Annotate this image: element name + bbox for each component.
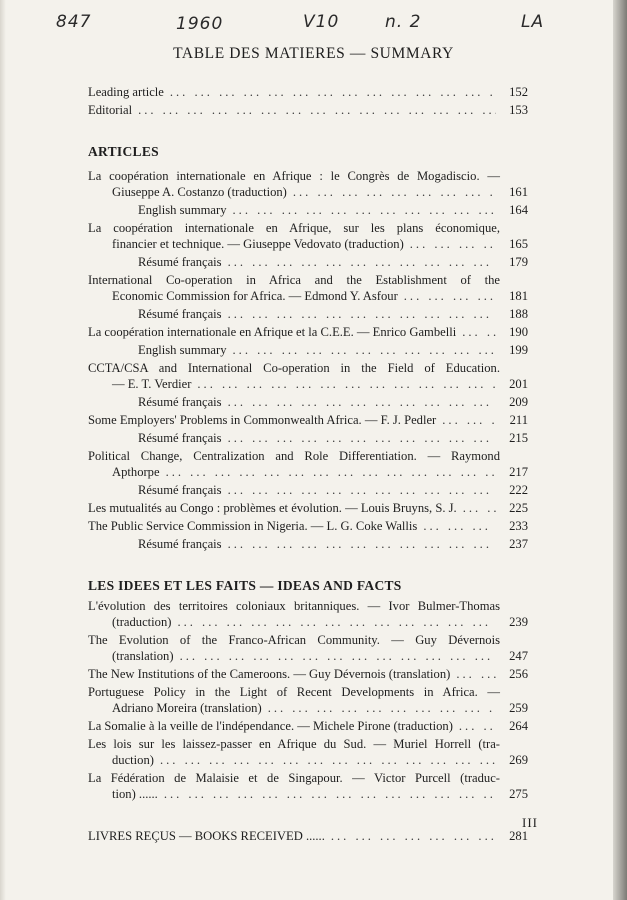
leader-dots [197, 376, 496, 392]
toc-page-number: 275 [509, 787, 528, 801]
toc-entry-text: Portuguese Policy in the Light of Recent Developments in Africa. — [88, 685, 500, 699]
toc-entry-text: The New Institutions of the Cameroons. — Guy Dévernois (translation) [88, 667, 451, 681]
page-left-edge [0, 0, 6, 900]
toc-entry-text: (traduction) [112, 615, 172, 629]
toc-line [88, 786, 528, 802]
toc-page-number: 188 [509, 307, 528, 321]
leader-dots [170, 84, 496, 100]
toc-entry [88, 718, 528, 734]
toc-entry-text: Leading article [88, 85, 164, 99]
toc-entry-text: Résumé français [138, 255, 222, 269]
articles-list [88, 168, 528, 552]
toc-page-number: 239 [509, 615, 528, 629]
toc-line [88, 500, 528, 516]
toc-page-number: 222 [509, 483, 528, 497]
toc-entry-text: Political Change, Centralization and Role Differentiation. — Raymond [88, 449, 500, 463]
toc-entry-text: Editorial [88, 103, 133, 117]
toc-page-number: 217 [509, 465, 528, 479]
toc-entry [88, 168, 528, 200]
toc-line [88, 648, 528, 664]
toc-entry-text: Les mutualités au Congo : problèmes et évolution. — Louis Bruyns, S. J. [88, 501, 457, 515]
toc-page-number: 215 [509, 431, 528, 445]
toc-entry-text: L'évolution des territoires coloniaux britanniques. — Ivor Bulmer-Thomas [88, 599, 500, 613]
toc-entry [88, 482, 528, 498]
toc-entry [88, 598, 528, 630]
toc-entry-text: Résumé français [138, 307, 222, 321]
toc-page-number: 264 [509, 719, 528, 733]
toc-entry [88, 736, 528, 768]
page-title: TABLE DES MATIERES — SUMMARY [173, 45, 454, 62]
toc-page-number: 201 [509, 377, 528, 391]
toc-page-number: 181 [509, 289, 528, 303]
toc-line [88, 482, 528, 498]
leader-dots [228, 430, 496, 446]
leader-dots [228, 394, 496, 410]
leader-dots [293, 184, 496, 200]
front-matter-list [88, 84, 528, 118]
toc-entry [88, 412, 528, 428]
toc-page-number: 164 [509, 203, 528, 217]
toc-line [88, 464, 528, 480]
leader-dots [463, 500, 496, 516]
toc-line [88, 202, 528, 218]
toc-entry [88, 220, 528, 252]
toc-entry-text: — E. T. Verdier [112, 377, 192, 391]
toc-line [88, 288, 528, 304]
leader-dots [442, 412, 496, 428]
toc-line [88, 614, 528, 630]
toc-entry [88, 518, 528, 534]
toc-line [88, 254, 528, 270]
toc-line [88, 700, 528, 716]
toc-entry [88, 84, 528, 100]
toc-line [88, 376, 528, 392]
toc-line [88, 752, 528, 768]
toc-entry-text: tion) ...... [112, 787, 158, 801]
articles-heading: ARTICLES [88, 144, 159, 159]
toc-entry-text: Adriano Moreira (translation) [112, 701, 262, 715]
toc-entry [88, 272, 528, 304]
toc-line [88, 718, 528, 734]
toc-entry [88, 254, 528, 270]
leader-dots [233, 342, 496, 358]
toc-page-number: 199 [509, 343, 528, 357]
toc-page-number: 190 [509, 325, 528, 339]
toc-page-number: 281 [509, 829, 528, 843]
toc-line [88, 518, 528, 534]
toc-line [88, 102, 528, 118]
toc-entry [88, 360, 528, 392]
toc-content [88, 84, 528, 844]
page-right-edge-shadow [613, 0, 627, 900]
toc-page-number: 225 [509, 501, 528, 515]
toc-line [88, 184, 528, 200]
toc-entry-text: Résumé français [138, 431, 222, 445]
leader-dots [228, 482, 496, 498]
toc-page-number: 152 [509, 85, 528, 99]
toc-entry [88, 500, 528, 516]
toc-line [88, 324, 528, 340]
toc-line [88, 828, 528, 844]
toc-entry-text: Résumé français [138, 395, 222, 409]
toc-entry-text: Giuseppe A. Costanzo (traduction) [112, 185, 287, 199]
leader-dots [164, 786, 496, 802]
toc-entry-text: English summary [138, 203, 227, 217]
leader-dots [228, 306, 496, 322]
handwritten-note-4: n. 2 [385, 12, 422, 32]
toc-entry-text: The Evolution of the Franco-African Community. — Guy Dévernois [88, 633, 500, 647]
leader-dots [423, 518, 496, 534]
toc-page-number: 153 [509, 103, 528, 117]
toc-entry [88, 684, 528, 716]
toc-entry-text: Résumé français [138, 537, 222, 551]
toc-line [88, 342, 528, 358]
toc-entry-text: financier et technique. — Giuseppe Vedovato (traduction) [112, 237, 404, 251]
toc-entry [88, 770, 528, 802]
toc-line [88, 84, 528, 100]
leader-dots [331, 828, 496, 844]
toc-entry-text: LIVRES REÇUS — BOOKS RECEIVED ...... [88, 829, 325, 843]
toc-line [88, 412, 528, 428]
leader-dots [180, 648, 496, 664]
toc-page-number: 209 [509, 395, 528, 409]
toc-entry-text: La coopération internationale en Afrique et la C.E.E. — Enrico Gambelli [88, 325, 457, 339]
leader-dots [138, 102, 496, 118]
books-received [88, 828, 528, 844]
leader-dots [228, 254, 496, 270]
ideas-list [88, 598, 528, 802]
toc-entry-text: English summary [138, 343, 227, 357]
leader-dots [166, 464, 496, 480]
leader-dots [268, 700, 496, 716]
toc-entry [88, 666, 528, 682]
toc-entry [88, 342, 528, 358]
toc-entry-text: Economic Commission for Africa. — Edmond Y. Asfour [112, 289, 398, 303]
toc-entry-text: The Public Service Commission in Nigeria. — L. G. Coke Wallis [88, 519, 418, 533]
toc-entry-text: Les lois sur les laissez-passer en Afrique du Sud. — Muriel Horrell (tra- [88, 737, 500, 751]
toc-entry [88, 306, 528, 322]
leader-dots [228, 536, 496, 552]
toc-line [88, 536, 528, 552]
toc-entry-text: La Somalie à la veille de l'indépendance. — Michele Pirone (traduction) [88, 719, 453, 733]
ideas-heading: LES IDEES ET LES FAITS — IDEAS AND FACTS [88, 578, 402, 593]
toc-line [88, 666, 528, 682]
toc-line [88, 236, 528, 252]
toc-entry [88, 632, 528, 664]
toc-entry-text: International Co-operation in Africa and the Establishment of the [88, 273, 500, 287]
toc-page-number: 256 [509, 667, 528, 681]
handwritten-note-5: LA [521, 12, 545, 32]
toc-entry-text: La coopération internationale en Afrique : le Congrès de Mogadiscio. — [88, 169, 500, 183]
toc-page-number: 269 [509, 753, 528, 767]
leader-dots [462, 324, 496, 340]
handwritten-note-1: 847 [56, 12, 92, 32]
toc-entry [88, 430, 528, 446]
toc-line [88, 430, 528, 446]
toc-page-number: 233 [509, 519, 528, 533]
toc-page-number: 165 [509, 237, 528, 251]
toc-entry [88, 324, 528, 340]
leader-dots [177, 614, 496, 630]
toc-entry [88, 536, 528, 552]
toc-entry-text: Some Employers' Problems in Commonwealth Africa. — F. J. Pedler [88, 413, 437, 427]
leader-dots [410, 236, 496, 252]
toc-page-number: 259 [509, 701, 528, 715]
toc-entry [88, 394, 528, 410]
leader-dots [233, 202, 496, 218]
toc-page-number: 237 [509, 537, 528, 551]
handwritten-note-3: V10 [303, 12, 340, 32]
toc-entry-text: (translation) [112, 649, 174, 663]
page-number: III [522, 815, 538, 830]
toc-entry [88, 102, 528, 118]
toc-entry-text: La Fédération de Malaisie et de Singapour. — Victor Purcell (traduc- [88, 771, 500, 785]
toc-page-number: 247 [509, 649, 528, 663]
leader-dots [160, 752, 496, 768]
toc-line [88, 394, 528, 410]
toc-page-number: 161 [509, 185, 528, 199]
leader-dots [456, 666, 496, 682]
toc-entry-text: Apthorpe [112, 465, 160, 479]
leader-dots [404, 288, 496, 304]
toc-entry [88, 448, 528, 480]
toc-entry-text: Résumé français [138, 483, 222, 497]
toc-line [88, 306, 528, 322]
toc-page-number: 211 [509, 413, 528, 427]
toc-entry-text: CCTA/CSA and International Co-operation in the Field of Education. [88, 361, 500, 375]
toc-page-number: 179 [509, 255, 528, 269]
handwritten-note-2: 1960 [176, 14, 224, 34]
leader-dots [459, 718, 496, 734]
toc-entry-text: La coopération internationale en Afrique, sur les plans économique, [88, 221, 500, 235]
toc-entry-text: duction) [112, 753, 154, 767]
toc-entry [88, 202, 528, 218]
